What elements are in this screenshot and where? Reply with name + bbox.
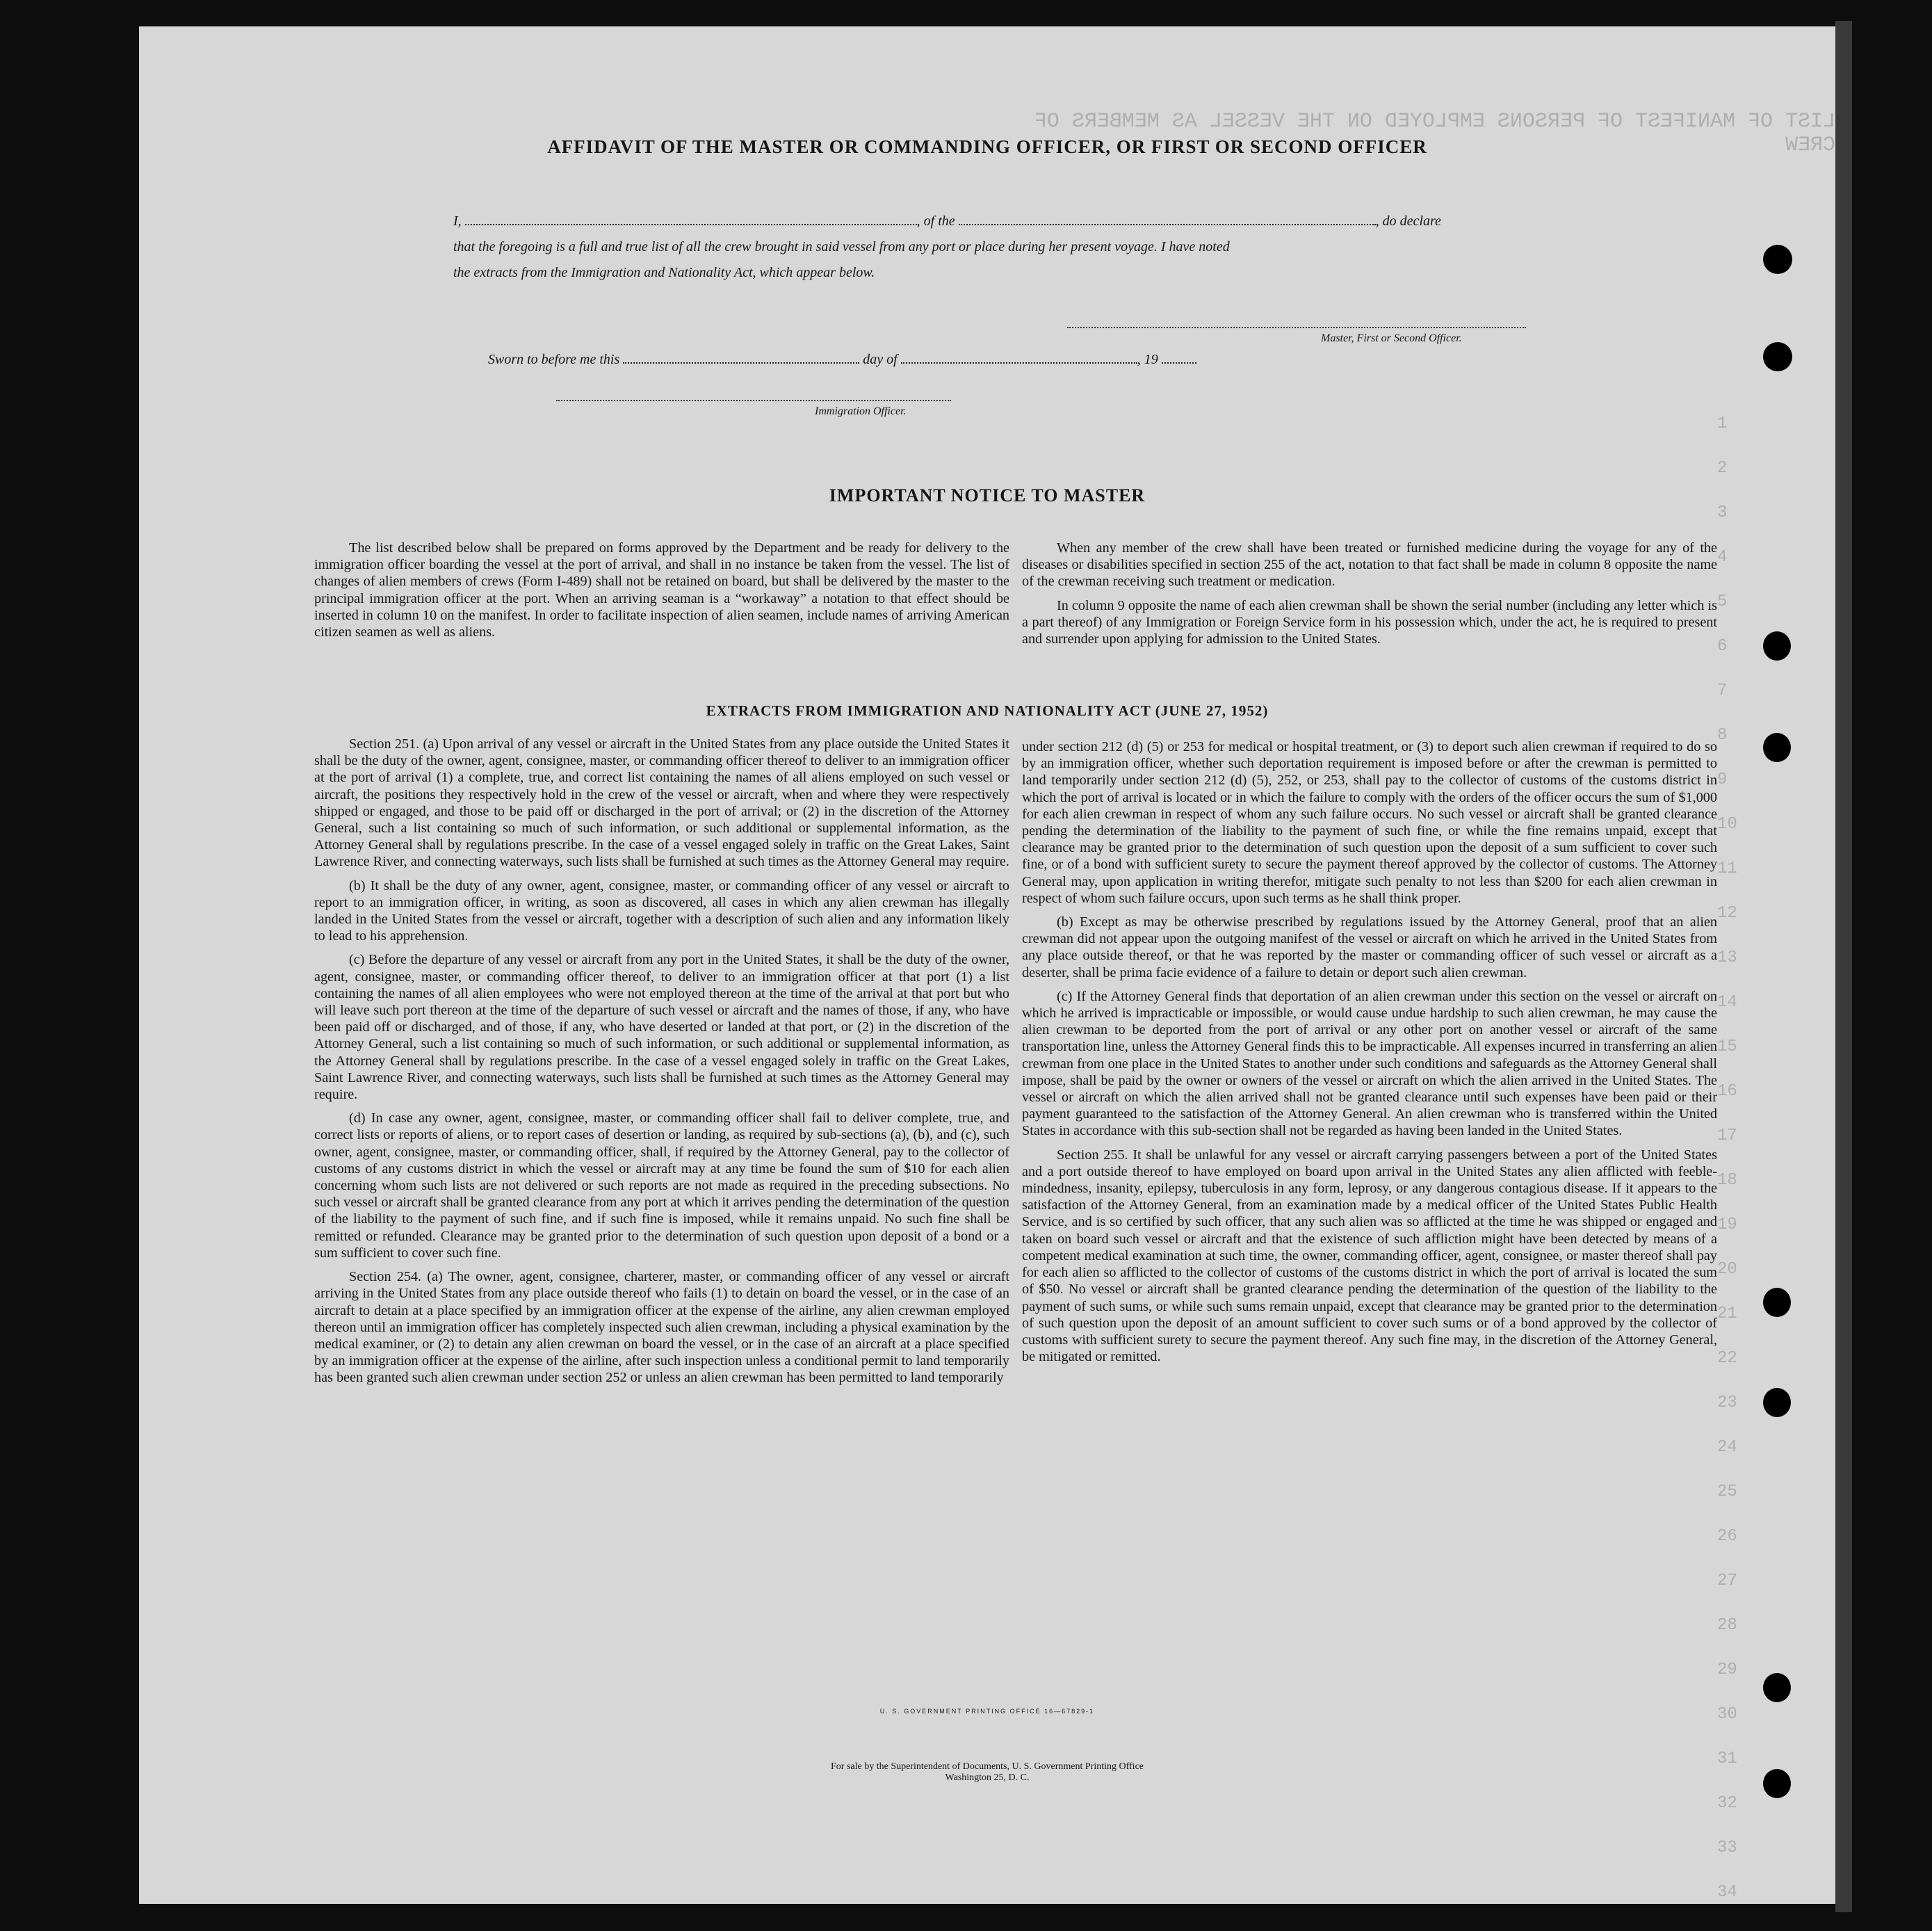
section-251-c: (c) Before the departure of any vessel or aircraft from any port in the United States, it shall be the duty of the owner, agent, consignee, master, or commanding officer thereof, to deliver to an immigration officer at that port (1) a list containing the names of all alien employees who were not employed thereon at the time of the arrival at that port but who will leave such port thereon at the time of the departure of such vessel or aircraft and the names of those, if any, who have been paid off or discharged, and of those, if any, who have deserted or landed at that port, or (2) in the discretion of the Attorney General, such a list containing so much of such information, or such additional or supplemental information, as the Attorney General shall by regulations prescribe. In the case of a vessel engaged solely in traffic on the Great Lakes, Saint Lawrence River, and connecting waterways, such lists shall be furnished at such times as the Attorney General may require.	[314, 952, 1009, 1103]
punch-hole	[1763, 342, 1792, 371]
punch-hole	[1763, 1388, 1791, 1417]
affidavit-title: AFFIDAVIT OF THE MASTER OR COMMANDING OFFICER, OR FIRST OR SECOND OFFICER	[547, 136, 1427, 157]
affidavit-body-line1: that the foregoing is a full and true list of all the crew brought in said vessel from any port or place during her present voyage. I have noted	[453, 239, 1230, 254]
notice-right-column	[1022, 540, 1717, 654]
extracts-title: EXTRACTS FROM IMMIGRATION AND NATIONALITY ACT (JUNE 27, 1952)	[706, 702, 1269, 719]
document-page	[139, 26, 1835, 1904]
punch-hole	[1763, 631, 1791, 661]
bleed-through-text: LIST OF MANIFEST OF PERSONS EMPLOYED ON THE VESSEL AS MEMBERS OF CREW	[1034, 110, 1835, 157]
gpo-imprint: U. S. GOVERNMENT PRINTING OFFICE 16—67829-1	[879, 1708, 1095, 1715]
master-signature-label: Master, First or Second Officer.	[1321, 332, 1462, 344]
sworn-month-blank[interactable]	[901, 350, 1137, 364]
day-of-text: day of	[863, 352, 898, 367]
punch-hole	[1763, 1673, 1791, 1702]
immigration-officer-label: Immigration Officer.	[815, 405, 907, 417]
master-signature-line[interactable]	[1067, 327, 1526, 328]
affidavit-text	[453, 209, 1656, 286]
sworn-year-blank[interactable]	[1162, 350, 1196, 364]
bleed-through-numbers: 1 2 3 4 5 6 7 8 9 10 11 12 13 14 15 16 17 18 19 20 21 22 23 24 25 26 27 28 29 30 31 32 33 34	[1717, 414, 1737, 1902]
affidavit-body-line2: the extracts from the Immigration and Nationality Act, which appear below.	[453, 265, 875, 280]
extracts-left-column	[314, 736, 1009, 1393]
section-251-d: (d) In case any owner, agent, consignee, master, or commanding officer shall fail to deliver complete, true, and correct lists or reports of aliens, or to report cases of desertion or landing, as required by sub-sections (a), (b), and (c), such owner, agent, consignee, master, or commanding officer, shall, if required by the Attorney General, pay to the collector of customs of any customs district in which the vessel or aircraft may at any time be found the sum of $10 for each alien concerning whom such lists are not delivered or such reports are not made as required in the preceding subsections. No such vessel or aircraft shall be granted clearance from any port at which it arrives pending the determination of the question of the liability to the payment of such fine, and if such fine is imposed, while it remains unpaid. No such fine shall be remitted or refunded. Clearance may be granted prior to the determination of such question upon deposit of a bond or a sum sufficient to cover such fine.	[314, 1110, 1009, 1261]
year-text: , 19	[1137, 352, 1158, 367]
punch-hole	[1763, 733, 1791, 762]
section-254-a-cont: under section 212 (d) (5) or 253 for medical or hospital treatment, or (3) to deport such alien crewman if required to do so by an immigration officer, whether such deportation requirement is imposed before or after the crewman is permitted to land temporarily under section 212 (d) (5), 252, or 253, shall pay to the collector of customs of the customs district in which the port of arrival is located or in which the failure to comply with the orders of the officer occurs the sum of $1,000 for each alien crewman in respect of whom any such failure occurs. No such vessel or aircraft shall be granted clearance pending the determination of the liability to the payment of such fine, or while the fine remains unpaid, except that clearance may be granted prior to the determination of such question upon the deposit of a sum sufficient to cover such fine, or of a bond with sufficient surety to secure the payment thereof approved by the collector of customs. The Attorney General may, upon application in writing therefor, mitigate such penalty to not less than $200 for each alien crewman in respect of whom such failure occurs, upon such terms as he shall think proper.	[1022, 739, 1717, 906]
affidavit-i: I,	[453, 213, 462, 229]
notice-right-paragraph-2: In column 9 opposite the name of each alien crewman shall be shown the serial number (including any letter which is a part thereof) of any Immigration or Foreign Service form in his possession which, under the act, he is required to present and surrender upon applying for admission to the United States.	[1022, 597, 1717, 647]
sworn-text: Sworn to before me this	[488, 352, 620, 367]
sworn-day-blank[interactable]	[623, 350, 859, 364]
section-254-c: (c) If the Attorney General finds that deportation of an alien crewman under this section on the vessel or aircraft on which he arrived is impracticable or impossible, or would cause undue hardship to such alien crewman, he may cause the alien crewman to be deported from the port of arrival or any other port on another vessel or aircraft of the same transportation line, unless the Attorney General finds this to be impracticable. All expenses incurred in transferring an alien crewman from one place in the United States to another under such conditions and safeguards as the Attorney General shall impose, shall be paid by the owner or owners of the vessel or aircraft on which the alien arrived in the United States. The vessel or aircraft on which the alien arrived shall not be granted clearance until such expenses have been paid or their payment guaranteed to the satisfaction of the Attorney General. An alien crewman who is transferred within the United States in accordance with this sub-section shall not be regarded as having been landed in the United States.	[1022, 988, 1717, 1139]
affidavit-of-the: , of the	[916, 213, 955, 229]
punch-hole	[1763, 1288, 1791, 1317]
immigration-officer-signature-line[interactable]	[556, 400, 951, 401]
sale-line-1: For sale by the Superintendent of Documents, U. S. Government Printing Office	[831, 1761, 1144, 1772]
sworn-line	[488, 350, 1196, 368]
section-255: Section 255. It shall be unlawful for any vessel or aircraft carrying passengers between a port of the United States and a port outside thereof to have employed on board upon arrival in the United States any alien afflicted with feeble-mindedness, insanity, epilepsy, tuberculosis in any form, leprosy, or any dangerous contagious disease. If it appears to the satisfaction of the Attorney General, from an examination made by a medical officer of the United States Public Health Service, and is so certified by such officer, that any such alien was so afflicted at the time he was shipped or engaged and taken on board such vessel or aircraft and that the existence of such affliction might have been detected by means of a competent medical examination at such time, the owner, commanding officer, agent, consignee, or master thereof shall pay for each alien so afflicted to the collector of customs of the customs district in which the port of arrival is located the sum of $50. No vessel or aircraft shall be granted clearance pending the determination of the question of the liability to the payment of such sums, or while such sums remain unpaid, except that clearance may be granted prior to the determination of such question upon the deposit of an amount sufficient to cover such sums or of a bond approved by the collector of customs with sufficient surety to secure the payment thereof. Any such fine may, in the discretion of the Attorney General, be mitigated or remitted.	[1022, 1147, 1717, 1365]
section-254-a: Section 254. (a) The owner, agent, consignee, charterer, master, or commanding officer of any vessel or aircraft arriving in the United States from any place outside thereof who fails (1) to detain on board the vessel, or in the case of an aircraft to detain at a place specified by an immigration officer at the expense of the airline, any alien crewman employed thereon until an immigration officer has completely inspected such alien crewman, including a physical examination by the medical examiner, or (2) to detain any alien crewman on board the vessel, or in the case of an aircraft at a place specified by an immigration officer at the expense of the airline, after such inspection unless a conditional permit to land temporarily has been granted such alien crewman under section 252 or unless an alien crewman has been permitted to land temporarily	[314, 1269, 1009, 1386]
section-251-a: Section 251. (a) Upon arrival of any vessel or aircraft in the United States from any place outside the United States it shall be the duty of the owner, agent, consignee, master, or commanding officer thereof to deliver to an immigration officer at the port of arrival (1) a complete, true, and correct list containing the names of all aliens employed on such vessel or aircraft, the positions they respectively hold in the crew of the vessel or aircraft, when and where they were respectively shipped or engaged, and those to be paid off or discharged in the port of arrival; or (2) in the discretion of the Attorney General, such a list containing so much of such information, or such additional or supplemental information, as the Attorney General shall by regulations prescribe. In the case of a vessel engaged solely in traffic on the Great Lakes, Saint Lawrence River, and connecting waterways, such lists shall be furnished at such times as the Attorney General may require.	[314, 736, 1009, 870]
notice-left-paragraph: The list described below shall be prepared on forms approved by the Department and be ready for delivery to the immigration officer boarding the vessel at the port of arrival, and shall in no instance be taken from the vessel. The list of changes of alien members of crews (Form I-489) shall not be retained on board, but shall be delivered by the master to the principal immigration officer at the port. When an arriving seaman is a “workaway” a notation to that effect should be inserted in column 10 on the manifest. In order to facilitate inspection of alien seamen, include names of arriving American citizen seamen as well as aliens.	[314, 540, 1009, 640]
punch-hole	[1763, 245, 1792, 274]
notice-title: IMPORTANT NOTICE TO MASTER	[829, 485, 1146, 506]
paper-edge	[1835, 21, 1852, 1912]
name-blank[interactable]	[465, 211, 917, 225]
sale-line-2: Washington 25, D. C.	[945, 1772, 1030, 1783]
notice-left-column	[314, 540, 1009, 647]
affidavit-do-declare: , do declare	[1375, 213, 1441, 229]
vessel-blank[interactable]	[959, 211, 1376, 225]
notice-right-paragraph-1: When any member of the crew shall have been treated or furnished medicine during the voyage for any of the diseases or disabilities specified in section 255 of the act, notation to that fact shall be made in column 8 opposite the name of the crewman receiving such treatment or medication.	[1022, 540, 1717, 590]
extracts-right-column	[1022, 738, 1717, 1372]
section-254-b: (b) Except as may be otherwise prescribed by regulations issued by the Attorney General, proof that an alien crewman did not appear upon the outgoing manifest of the vessel or aircraft on which he arrived in the United States from any place outside thereof, or that he was reported by the master or commanding officer of such vessel or aircraft as a deserter, shall be prima facie evidence of a failure to detain or deport such alien crewman.	[1022, 914, 1717, 980]
section-251-b: (b) It shall be the duty of any owner, agent, consignee, master, or commanding officer of any vessel or aircraft to report to an immigration officer, in writing, as soon as discovered, all cases in which any alien crewman has illegally landed in the United States from the vessel or aircraft, together with a description of such alien and any information likely to lead to his apprehension.	[314, 878, 1009, 944]
sale-notice	[139, 1761, 1835, 1784]
punch-hole	[1763, 1769, 1791, 1798]
